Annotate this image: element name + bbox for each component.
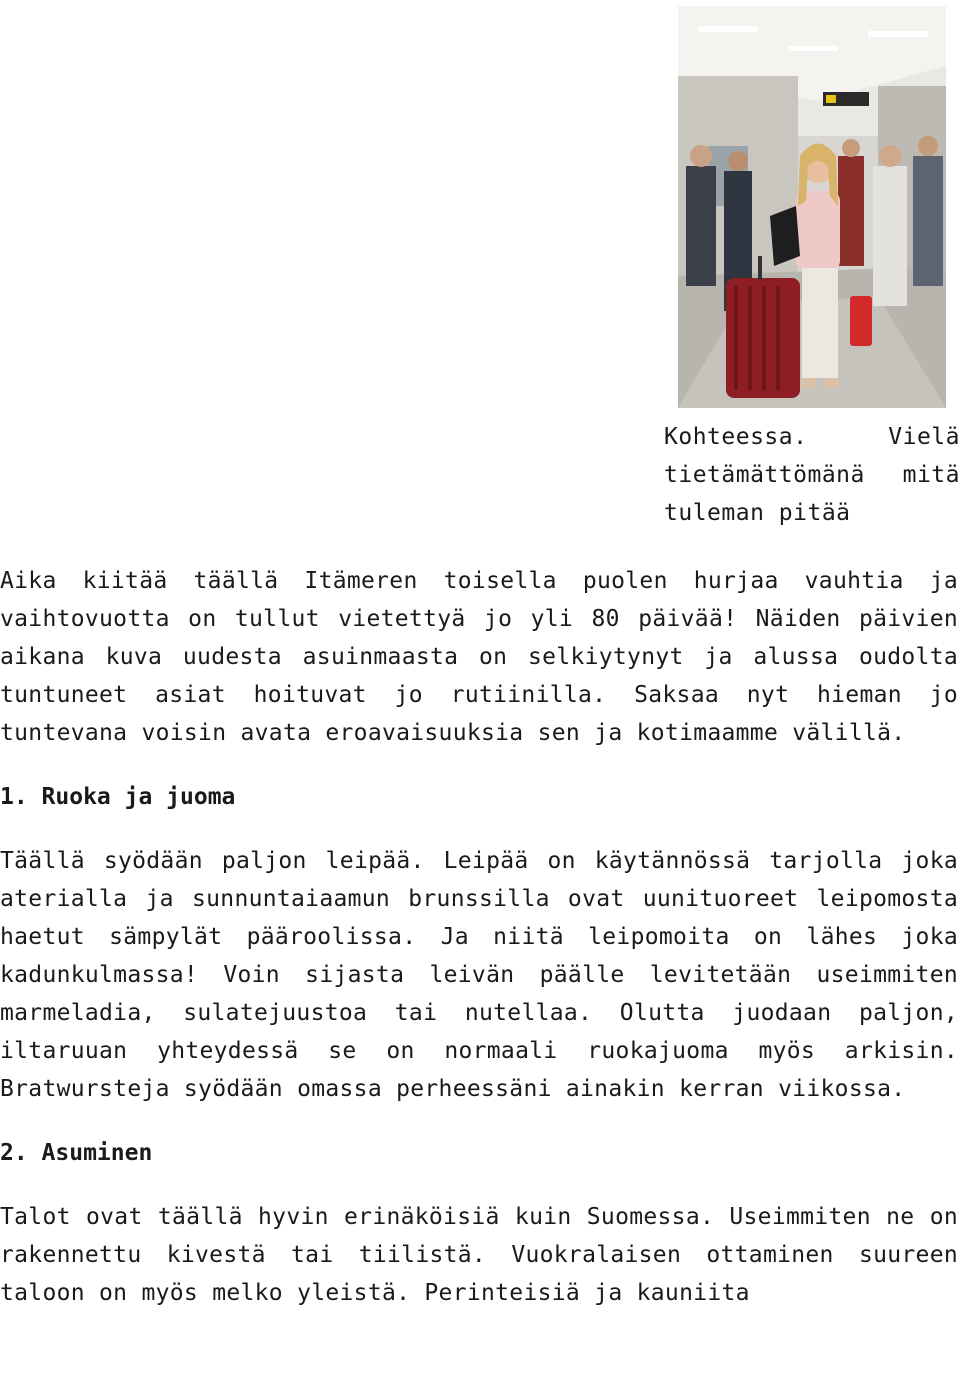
airport-photo-icon: [678, 6, 946, 408]
section-paragraph-food: Täällä syödään paljon leipää. Leipää on käytännössä tarjolla joka aterialla ja sunnuntaiaamun brunssilla ovat uunituoreet leipomosta haetut sämpylät pääroolissa. Ja niitä leipomoita on lähes joka kadunkulmassa! Voin sijasta leivän päälle levitetään useimmiten marmeladia, sulatejuustoa tai nutellaa. Olutta juodaan paljon, iltaruuan yhteydessä se on normaali ruokajuoma myös arkisin. Bratwursteja syödään omassa perheessäni ainakin kerran viikossa.: [0, 848, 958, 1102]
intro-paragraph: Aika kiitää täällä Itämeren toisella puolen hurjaa vauhtia ja vaihtovuotta on tullut vietettyä jo yli 80 päivää! Näiden päivien aikana kuva uudesta asuinmaasta on selkiytynyt ja alussa oudolta tuntuneet asiat hoituvat jo rutiinilla. Saksaa nyt hieman jo tuntevana voisin avata eroavaisuuksia sen ja kotimaamme välillä.: [0, 568, 958, 746]
article-body: [0, 562, 958, 1312]
article-photo: [678, 6, 946, 408]
photo-caption: Kohteessa. Vielä tietämättömänä mitä tuleman pitää: [664, 424, 960, 526]
section-paragraph-housing: Talot ovat täällä hyvin erinäköisiä kuin Suomessa. Useimmiten ne on rakennettu kivestä tai tiilistä. Vuokralaisen ottaminen suureen taloon on myös melko yleistä. Perinteisiä ja kauniita: [0, 1204, 958, 1306]
section-heading-food: 1. Ruoka ja juoma: [0, 784, 236, 810]
section-heading-housing: 2. Asuminen: [0, 1140, 153, 1166]
